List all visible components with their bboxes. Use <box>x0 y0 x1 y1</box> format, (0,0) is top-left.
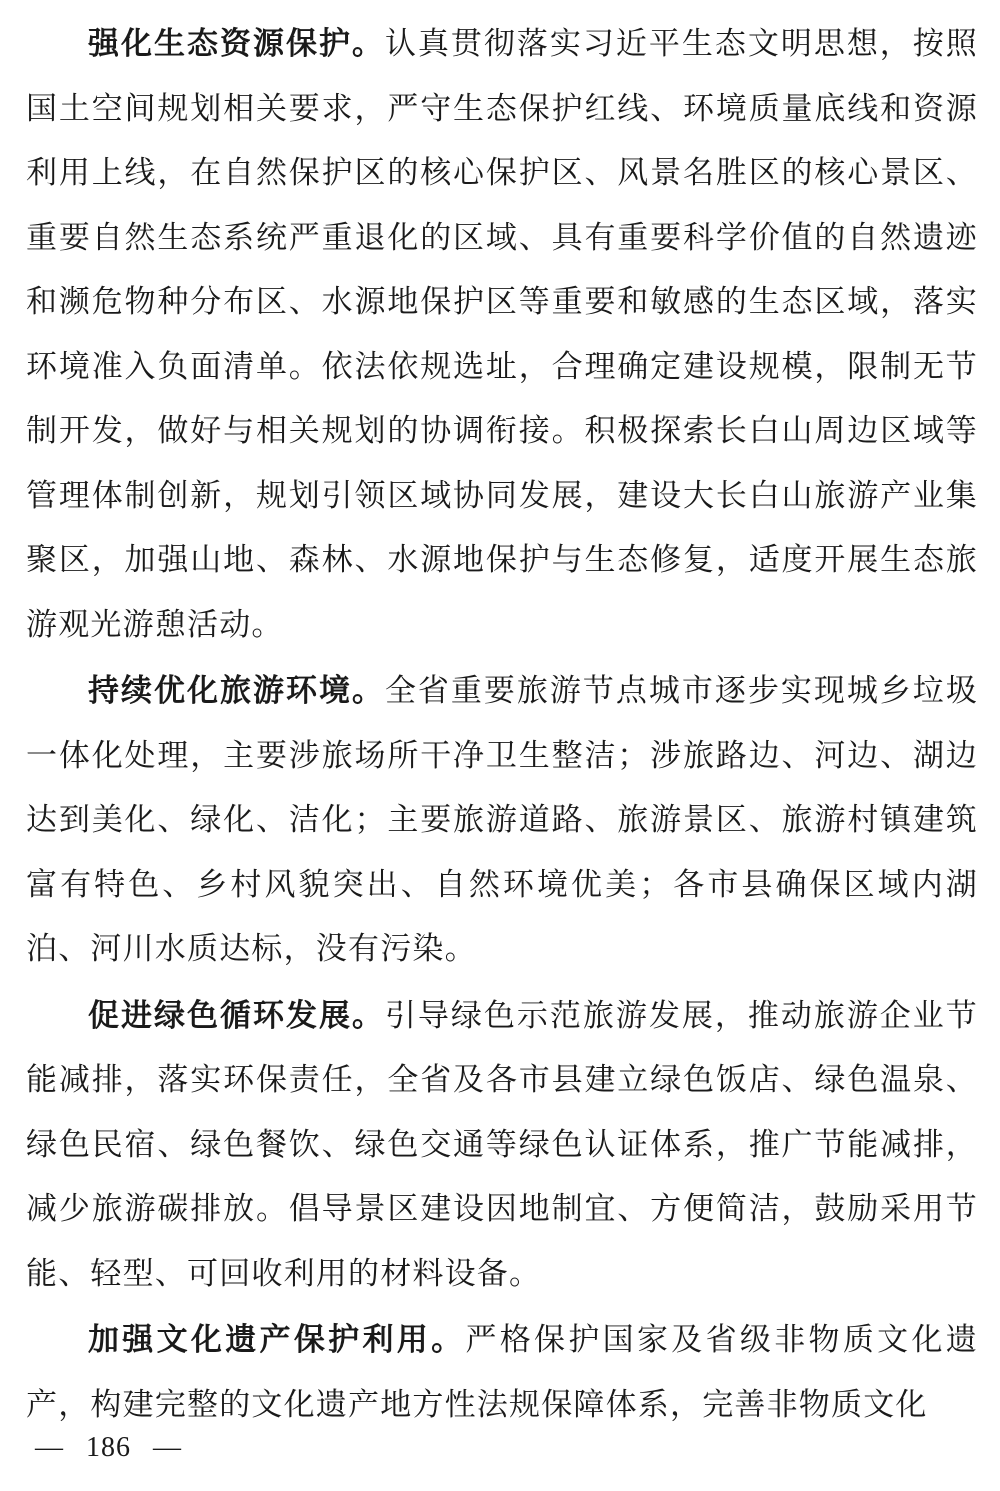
paragraph-body: 认真贯彻落实习近平生态文明思想，按照国土空间规划相关要求，严守生态保护红线、环境质量底线和资源利用上线，在自然保护区的核心保护区、风景名胜区的核心景区、重要自然生态系统严重退化的区域、具有重要科学价值的自然遗迹和濒危物种分布区、水源地保护区等重要和敏感的生态区域，落实环境准入负面清单。依法依规选址，合理确定建设规模，限制无节制开发，做好与相关规划的协调衔接。积极探索长白山周边区域等管理体制创新，规划引领区域协同发展，建设大长白山旅游产业集聚区，加强山地、森林、水源地保护与生态修复，适度开展生态旅游观光游憩活动。 <box>26 26 978 643</box>
document-page <box>26 12 978 1437</box>
page-footer <box>35 1432 182 1464</box>
paragraph-heading: 加强文化遗产保护利用。 <box>88 1322 466 1358</box>
paragraph-tourism-environment <box>26 659 978 982</box>
paragraph-body: 引导绿色示范旅游发展，推动旅游企业节能减排，落实环保责任，全省及各市县建立绿色饭店、绿色温泉、绿色民宿、绿色餐饮、绿色交通等绿色认证体系，推广节能减排，减少旅游碳排放。倡导景区建设因地制宜、方便简洁，鼓励采用节能、轻型、可回收利用的材料设备。 <box>26 997 978 1292</box>
paragraph-heading: 促进绿色循环发展。 <box>88 997 385 1034</box>
footer-dash-right: — <box>153 1432 182 1463</box>
paragraph-cultural-heritage <box>26 1308 978 1437</box>
paragraph-ecological-protection <box>26 12 978 657</box>
paragraph-body: 严格保护国家及省级非物质文化遗产，构建完整的文化遗产地方性法规保障体系，完善非物质文化 <box>26 1322 979 1423</box>
paragraph-green-development <box>26 984 978 1307</box>
page-number: 186 <box>86 1432 131 1463</box>
footer-dash-left: — <box>35 1432 64 1463</box>
paragraph-body: 全省重要旅游节点城市逐步实现城乡垃圾一体化处理，主要涉旅场所干净卫生整洁；涉旅路边、河边、湖边达到美化、绿化、洁化；主要旅游道路、旅游景区、旅游村镇建筑富有特色、乡村风貌突出、自然环境优美；各市县确保区域内湖泊、河川水质达标，没有污染。 <box>26 673 978 967</box>
paragraph-heading: 强化生态资源保护。 <box>88 26 385 62</box>
paragraph-heading: 持续优化旅游环境。 <box>88 673 385 709</box>
